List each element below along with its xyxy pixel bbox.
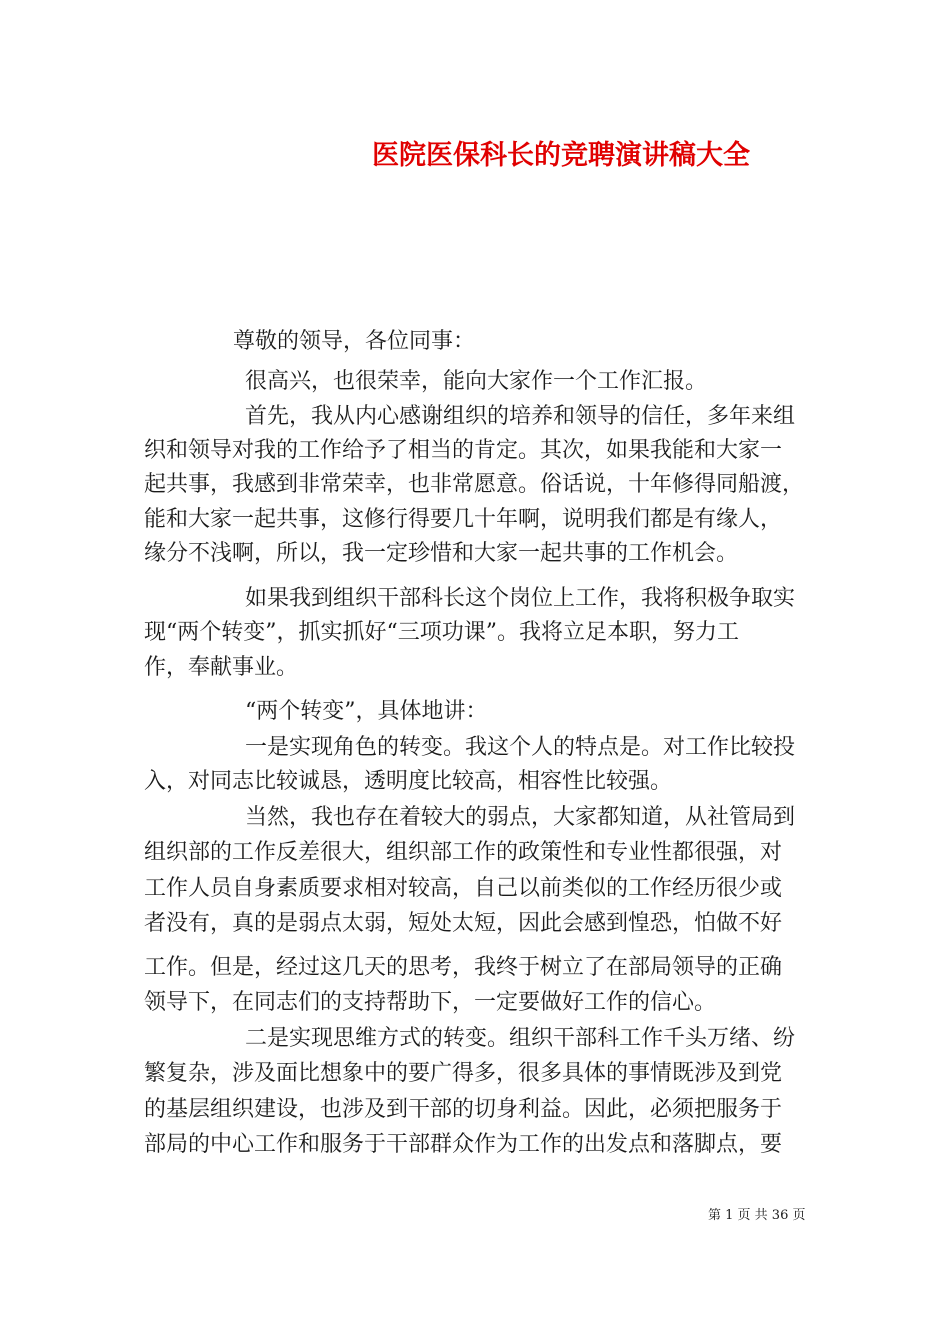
- body-line: 部局的中心工作和服务于干部群众作为工作的出发点和落脚点，要: [144, 1132, 783, 1157]
- body-line: 入，对同志比较诚恳，透明度比较高，相容性比较强。: [144, 769, 673, 794]
- body-line: 作，奉献事业。: [144, 655, 299, 680]
- body-line: 一是实现角色的转变。我这个人的特点是。对工作比较投: [245, 735, 796, 760]
- page-number-footer: 第 1 页 共 36 页: [708, 1208, 806, 1223]
- body-line: 缘分不浅啊，所以，我一定珍惜和大家一起共事的工作机会。: [144, 541, 739, 566]
- body-line: 很高兴，也很荣幸，能向大家作一个工作汇报。: [245, 369, 708, 394]
- body-line: 当然，我也存在着较大的弱点，大家都知道，从社管局到: [245, 805, 796, 830]
- body-line: 现“两个转变”，抓实抓好“三项功课”。我将立足本职，努力工: [144, 620, 739, 645]
- body-line: 领导下，在同志们的支持帮助下，一定要做好工作的信心。: [144, 990, 717, 1015]
- body-line: 织和领导对我的工作给予了相当的肯定。其次，如果我能和大家一: [144, 438, 783, 463]
- body-line: 能和大家一起共事，这修行得要几十年啊，说明我们都是有缘人，: [144, 507, 783, 532]
- body-line: 组织部的工作反差很大，组织部工作的政策性和专业性都很强，对: [144, 840, 783, 865]
- document-title: 医院医保科长的竞聘演讲稿大全: [372, 140, 750, 171]
- body-line: 工作。但是，经过这几天的思考，我终于树立了在部局领导的正确: [144, 955, 783, 980]
- body-line: 者没有，真的是弱点太弱，短处太短，因此会感到惶恐，怕做不好: [144, 911, 783, 936]
- body-line: “两个转变”，具体地讲：: [245, 699, 488, 724]
- body-line: 二是实现思维方式的转变。组织干部科工作千头万绪、纷: [245, 1026, 796, 1051]
- body-line: 首先，我从内心感谢组织的培养和领导的信任，多年来组: [245, 404, 796, 429]
- body-line: 的基层组织建设，也涉及到干部的切身利益。因此，必须把服务于: [144, 1097, 783, 1122]
- body-line: 繁复杂，涉及面比想象中的要广得多，很多具体的事情既涉及到党: [144, 1061, 783, 1086]
- body-line: 工作人员自身素质要求相对较高，自己以前类似的工作经历很少或: [144, 876, 783, 901]
- body-line: 如果我到组织干部科长这个岗位上工作，我将积极争取实: [245, 586, 796, 611]
- body-line: 尊敬的领导，各位同事：: [233, 329, 476, 354]
- body-line: 起共事，我感到非常荣幸，也非常愿意。俗话说，十年修得同船渡，: [144, 472, 805, 497]
